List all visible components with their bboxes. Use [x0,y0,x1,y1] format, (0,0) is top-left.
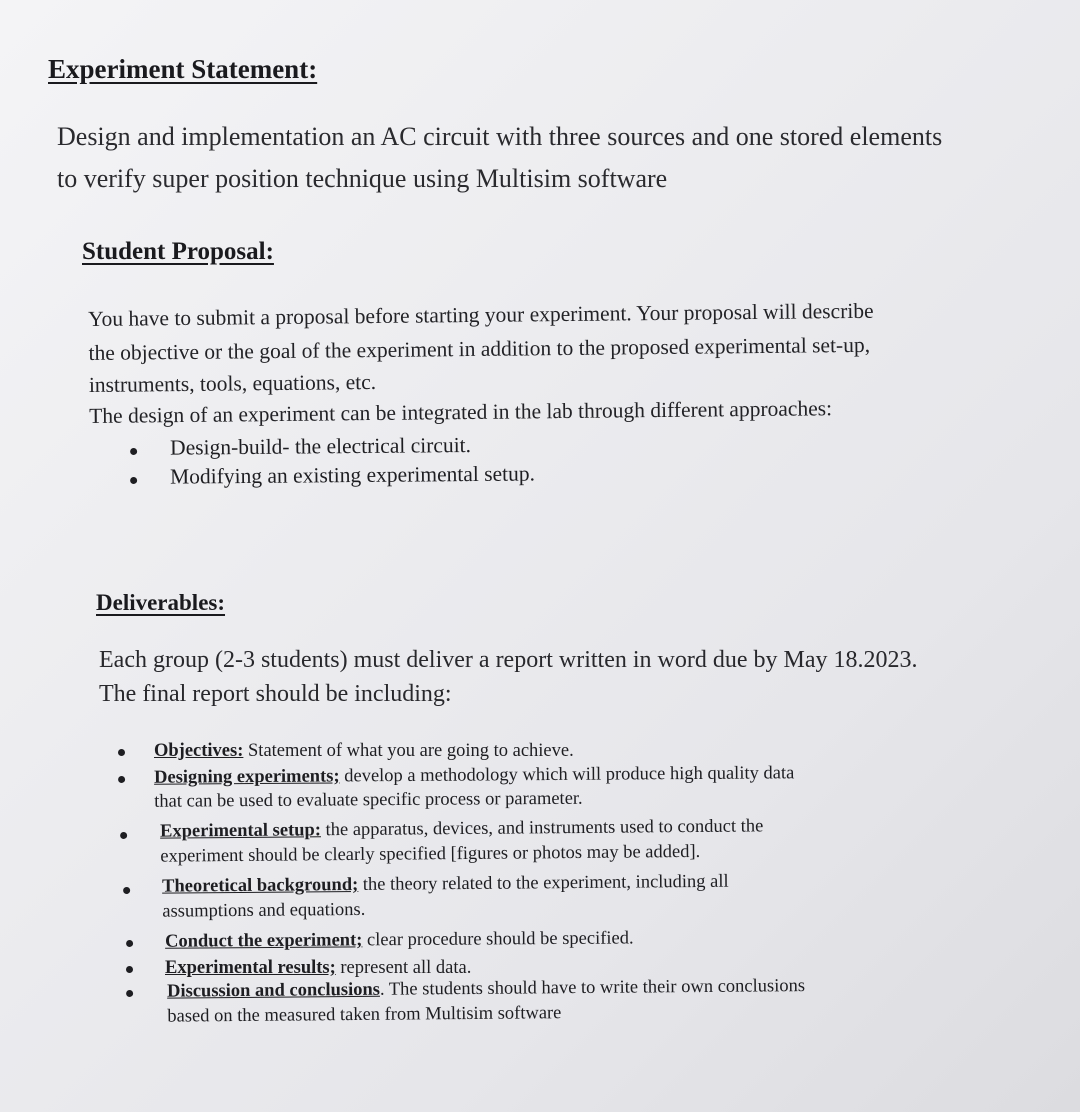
deliverable-item-experimental-setup [120,815,764,870]
proposal-bullet-text: Modifying an existing experimental setup. [169,461,536,489]
experiment-statement-line: Design and implementation an AC circuit with three sources and one stored elements [57,122,943,151]
student-proposal-paragraph [88,294,875,432]
bullet-dot-icon [118,776,125,783]
deliverable-text: represent all data. [335,958,472,978]
experiment-statement-heading: Experiment Statement: [48,54,318,84]
bullet-dot-icon [120,832,127,839]
bullet-dot-icon [126,966,133,973]
deliverable-text: . The students should have to write their own conclusions [379,976,806,1000]
deliverable-item-objectives [118,740,574,763]
deliverable-label: Theoretical background; [162,874,359,897]
deliverables-intro-line: Each group (2-3 students) must deliver a report written in word due by May 18.2023. [99,647,918,673]
deliverable-label: Discussion and conclusions [167,979,381,1002]
deliverable-text: the apparatus, devices, and instruments used to conduct the [320,816,764,841]
deliverable-text: Statement of what you are going to achieve. [243,741,574,761]
proposal-bullet-text: Design-build- the electrical circuit. [169,433,472,460]
deliverable-label: Objectives: [154,741,244,761]
deliverable-text: develop a methodology which will produce high quality data [339,763,795,787]
deliverable-text: the theory related to the experiment, including all [358,871,729,895]
deliverable-item-discussion-conclusions [126,974,806,1030]
deliverables-heading: Deliverables: [96,590,226,615]
deliverable-item-theoretical-background [123,870,729,925]
deliverable-label: Conduct the experiment; [165,930,363,952]
bullet-dot-icon [130,448,137,455]
experiment-statement-text [57,116,942,200]
bullet-dot-icon [126,940,133,947]
deliverable-text: experiment should be clearly specified [figures or photos may be added]. [160,841,701,867]
student-proposal-heading: Student Proposal: [82,238,274,265]
deliverable-item-conduct-experiment [126,927,634,954]
deliverable-item-experimental-results [126,956,472,980]
proposal-line: You have to submit a proposal before starting your experiment. Your proposal will describe [88,298,874,331]
deliverable-label: Experimental results; [165,958,336,978]
proposal-line: The design of an experiment can be integrated in the lab through different approaches: [89,396,833,428]
bullet-dot-icon [130,477,137,484]
deliverable-text: assumptions and equations. [162,899,366,922]
proposal-bullet-item [130,461,536,490]
bullet-dot-icon [123,887,130,894]
deliverables-intro [99,643,917,711]
bullet-dot-icon [126,990,133,997]
proposal-bullet-item [130,433,472,461]
deliverable-label: Experimental setup: [160,820,322,842]
deliverable-label: Designing experiments; [154,766,340,788]
proposal-line: the objective or the goal of the experiment in addition to the proposed experimental set-up, [88,332,871,365]
bullet-dot-icon [118,749,125,756]
deliverable-text: based on the measured taken from Multisim software [167,1003,562,1027]
proposal-line: instruments, tools, equations, etc. [88,369,377,397]
experiment-statement-line: to verify super position technique using Multisim software [57,164,668,193]
deliverable-text: that can be used to evaluate specific process or parameter. [154,788,583,812]
deliverables-intro-line: The final report should be including: [99,681,452,707]
deliverable-item-designing-experiments [118,762,795,814]
deliverable-text: clear procedure should be specified. [362,928,634,951]
